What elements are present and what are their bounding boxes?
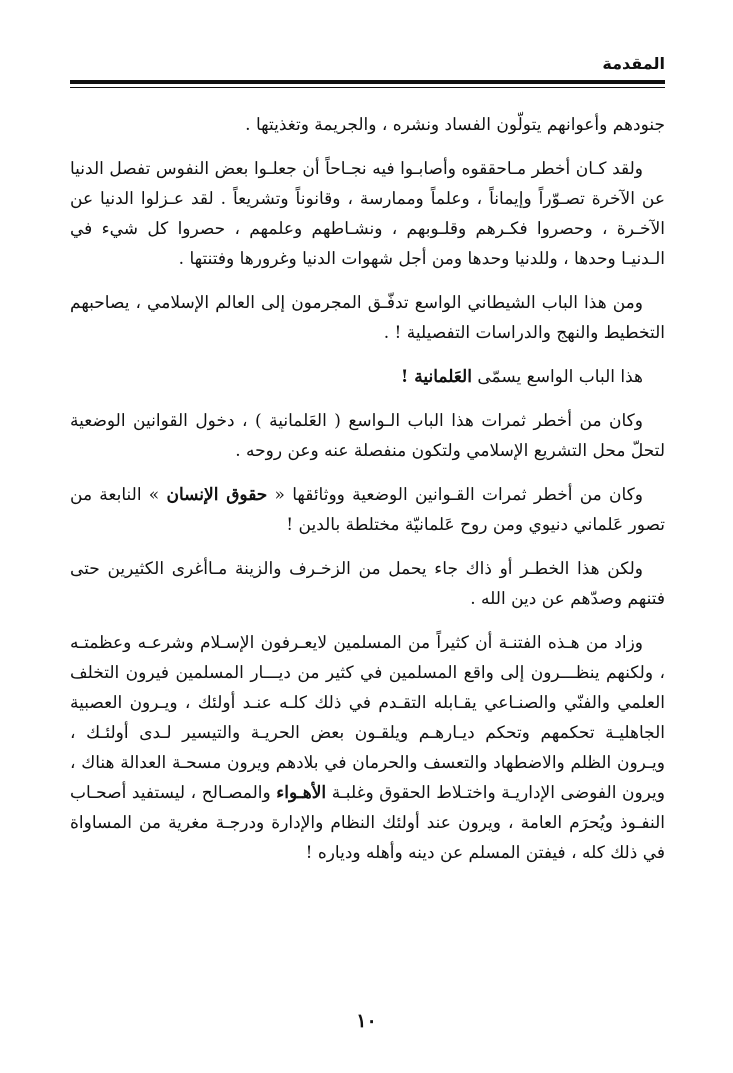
paragraph-8-suffix: والمصـالح ، ليستفيد أصحـاب النفـوذ ويُحرَم العامة ، ويرون عند أولئك النظام والإدارة ودرجـة مغرية من المساواة في ذلك كله ، فيفتن المسلم عن دينه وأهله ودياره ! [70,783,665,863]
chapter-title: المقدمة [602,54,665,73]
paragraph-3: ومن هذا الباب الشيطاني الواسع تدفّـق المجرمون إلى العالم الإسلامي ، يصاحبهم التخطيط والنهج والدراسات التفصيلية ! . [70,293,665,343]
desires-term: الأهـواء [276,783,327,803]
human-rights-term: حقوق الإنسان [166,485,268,505]
running-header [70,52,665,92]
paragraph-6-suffix: » النابعة من تصور عَلماني دنيوي ومن روح عَلمانيّة مختلطة بالدين ! [70,485,665,535]
paragraph-4-text: هذا الباب الواسع يسمّى [471,367,643,387]
paragraph-6-prefix: وكان من أخطر ثمرات القـوانين الوضعية ووثائقها « [267,485,643,505]
page-body [70,110,665,868]
page-number: ١٠ [356,1010,377,1032]
secularism-term: العَلمانية ! [400,367,472,387]
paragraph-5: وكان من أخطر ثمرات هذا الباب الـواسع ( العَلمانية ) ، دخول القوانين الوضعية لتحلّ محل التشريع الإسلامي ولتكون منفصلة عنه وعن روحه . [70,411,665,461]
header-thick-rule [70,80,665,84]
header-thin-rule [70,87,665,88]
paragraph-6 [70,480,665,540]
paragraph-4 [70,362,665,392]
paragraph-8-prefix: وزاد من هـذه الفتنـة أن كثيراً من المسلمين لايعـرفون الإسـلام وشرعـه وعظمتـه ، ولكنهم ينظـــرون إلى واقع المسلمين في كثير من ديـــار المسلمين فيرون التخلف العلمي والفنّي والصنـاعي يقـابله التقـدم في ذلك كلـه عنـد أولئك ، ويـرون العصبية الجاهليـة تحكمهم وتحكم ديـارهـم ويلقـون بعض الحريـة والتيسير لـدى أولئـك ، ويـرون الظلم والاضطهاد والتعسف والحرمان في بلادهم ويرون مسحـة العدالة هناك ، ويرون الفوضى الإداريـة واختـلاط الحقوق وغلبـة [70,633,665,803]
paragraph-8 [70,628,665,868]
paragraph-2: ولقد كـان أخطر مـاحققوه وأصابـوا فيه نجـاحاً أن جعلـوا بعض النفوس تفصل الدنيا عن الآخرة تصـوّراً وإيماناً ، وعلماً وممارسة ، وقانوناً وتشريعاً . لقد عـزلوا الدنيا عن الآخـرة ، وحصروا فكـرهم وقلـوبهم ، ونشـاطهم وعلمهم ، حصروا كل شيء في الـدنيـا وحدها ، وللدنيا وحدها ومن أجل شهوات الدنيا وغرورها وفتنتها . [70,159,665,269]
paragraph-7: ولكن هذا الخطـر أو ذاك جاء يحمل من الزخـرف والزينة مـاأغرى الكثيرين حتى فتنهم وصدّهم عن دين الله . [70,559,665,609]
paragraph-1: جنودهم وأعوانهم يتولّون الفساد ونشره ، والجريمة وتغذيتها . [245,115,665,135]
